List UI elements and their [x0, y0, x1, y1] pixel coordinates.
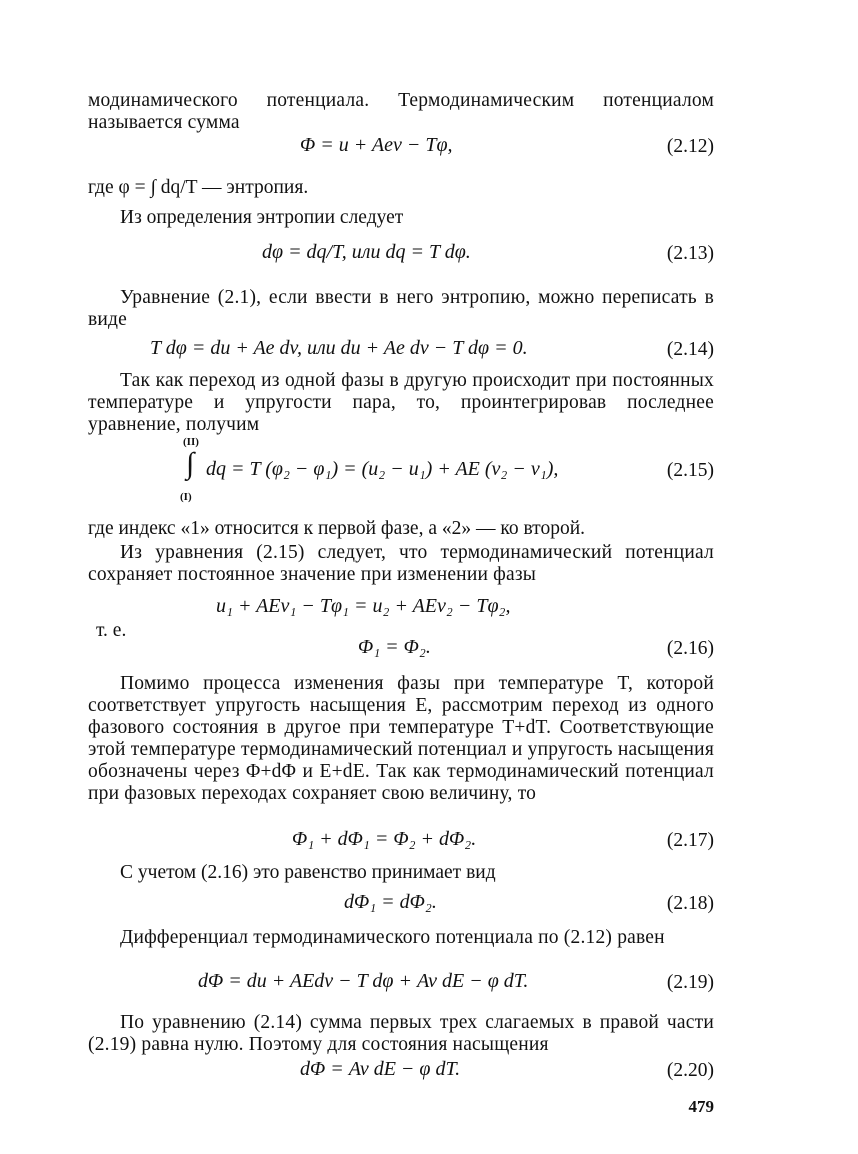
equation-number-2-14: (2.14) — [666, 339, 714, 360]
equation-2-12: Φ = u + Aev − Tφ, — [300, 134, 453, 156]
paragraph-equation-2-1: Уравнение (2.1), если ввести в него энтропию, можно переписать в виде — [88, 287, 714, 330]
paragraph-saturation: По уравнению (2.14) сумма первых трех слагаемых в правой части (2.19) равна нулю. Поэтому для состояния насыщения — [88, 1012, 714, 1055]
equation-number-2-20: (2.20) — [666, 1060, 714, 1081]
equation-2-16-expanded: u₁ + AEv₁ − Tφ₁ = u₂ + AEv₂ − Tφ₂, — [216, 595, 511, 617]
that-is-label: т. е. — [96, 620, 127, 641]
equation-number-2-12: (2.12) — [666, 136, 714, 157]
equation-2-20: dΦ = Av dE − φ dT. — [300, 1058, 461, 1080]
equation-number-2-16: (2.16) — [666, 638, 714, 659]
integral-upper-limit: (II) — [183, 436, 199, 448]
equation-number-2-13: (2.13) — [666, 243, 714, 264]
equation-number-2-19: (2.19) — [666, 972, 714, 993]
equation-2-19: dΦ = du + AEdv − T dφ + Av dE − φ dT. — [198, 970, 529, 992]
paragraph-phase-transition: Так как переход из одной фазы в другую происходит при постоянных температуре и упругости пара, то, проинтегрировав последнее уравнение, получим — [88, 370, 714, 435]
paragraph-temperature-change: Помимо процесса изменения фазы при температуре T, которой соответствует упругость насыщения E, рассмотрим переход из одного фазового состояния в другое при температуре T+dT. Соответствующие этой температуре термодинамический потенциал и упругость насыщения обозначены через Φ+dΦ и E+dE. Так как термодинамический потенциал при фазовых переходах сохраняет свою величину, то — [88, 673, 714, 804]
paragraph-constant-potential: Из уравнения (2.15) следует, что термодинамический потенциал сохраняет постоянное значение при изменении фазы — [88, 542, 714, 585]
page-number: 479 — [688, 1097, 714, 1116]
entropy-definition: где φ = ∫ dq/T — энтропия. — [88, 177, 309, 198]
integral-lower-limit: (I) — [180, 491, 192, 503]
paragraph-index-note: где индекс «1» относится к первой фазе, а «2» — ко второй. — [88, 518, 586, 539]
paragraph-entropy: Из определения энтропии следует — [120, 207, 404, 228]
equation-2-13: dφ = dq/T, или dq = T dφ. — [262, 241, 471, 263]
equation-2-18: dΦ₁ = dΦ₂. — [344, 891, 437, 913]
paragraph-with-2-16: С учетом (2.16) это равенство принимает вид — [120, 862, 496, 883]
equation-number-2-15: (2.15) — [666, 460, 714, 481]
equation-2-17: Φ₁ + dΦ₁ = Φ₂ + dΦ₂. — [292, 828, 477, 850]
paragraph-differential: Дифференциал термодинамического потенциала по (2.12) равен — [120, 927, 665, 948]
equation-2-14: T dφ = du + Ae dv, или du + Ae dv − T dφ = 0. — [150, 337, 528, 359]
equation-number-2-18: (2.18) — [666, 893, 714, 914]
integral-sign: ∫ — [186, 447, 195, 480]
equation-2-15: dq = T (φ₂ − φ₁) = (u₂ − u₁) + AE (v₂ − v₁), — [206, 458, 559, 480]
paragraph-intro: модинамического потенциала. Термодинамическим потенциалом называется сумма — [88, 90, 714, 133]
equation-2-16: Φ₁ = Φ₂. — [358, 636, 431, 658]
equation-number-2-17: (2.17) — [666, 830, 714, 851]
